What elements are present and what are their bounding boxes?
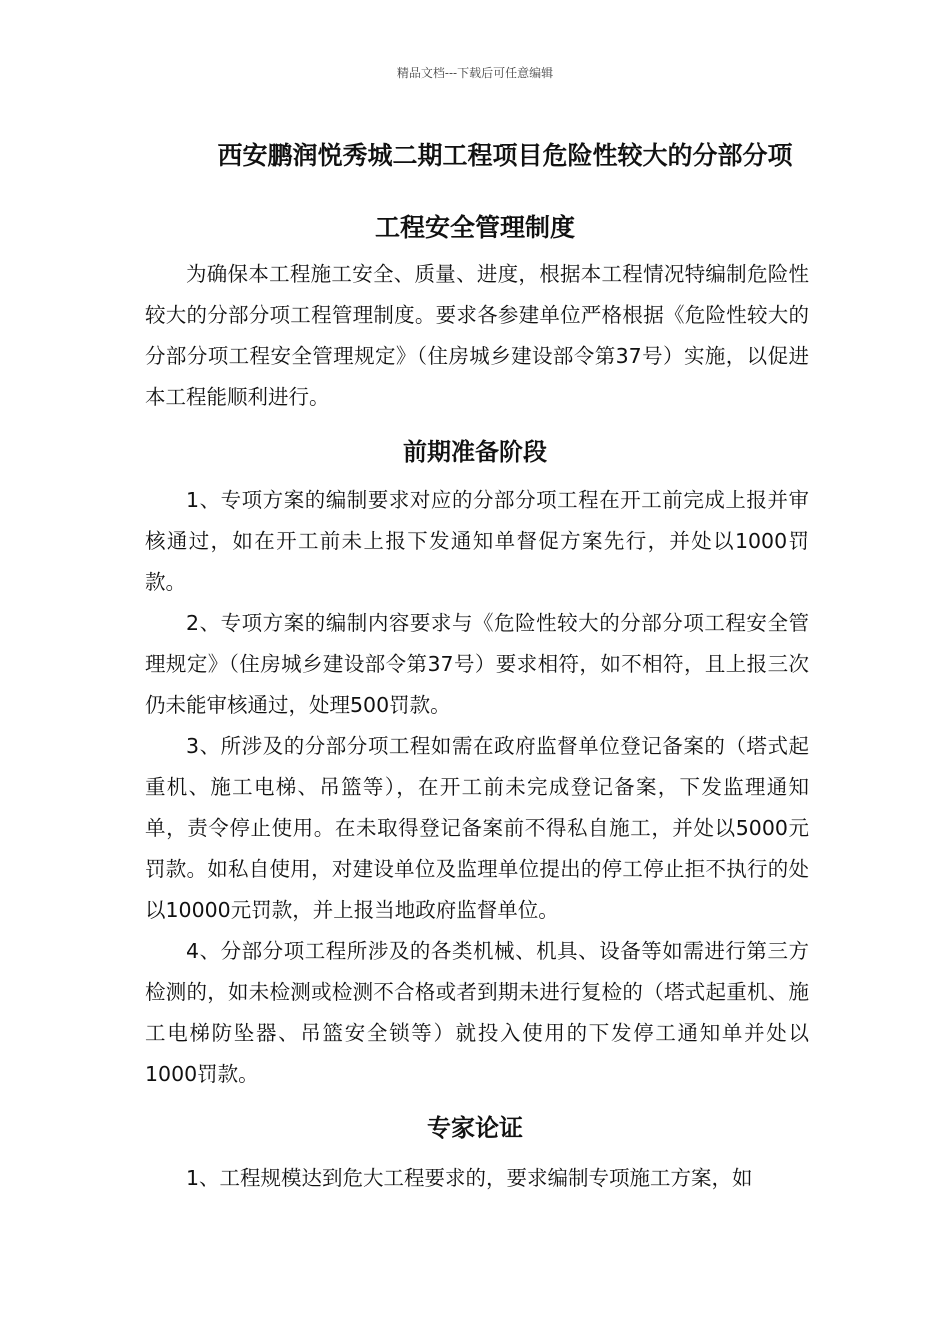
intro-paragraph: 为确保本工程施工安全、质量、进度，根据本工程情况特编制危险性较大的分部分项工程管理制度。要求各参建单位严格根据《危险性较大的分部分项工程安全管理规定》（住房城乡建设部令第37号）实施，以促进本工程能顺利进行。 [145,262,809,409]
section-heading-expert-review: 专家论证 [427,1114,523,1142]
section-heading-preparation: 前期准备阶段 [403,438,547,466]
preparation-item-1: 1、专项方案的编制要求对应的分部分项工程在开工前完成上报并审核通过，如在开工前未上报下发通知单督促方案先行，并处以1000罚款。 [145,488,809,594]
preparation-item-3: 3、所涉及的分部分项工程如需在政府监督单位登记备案的（塔式起重机、施工电梯、吊篮等），在开工前未完成登记备案，下发监理通知单，责令停止使用。在未取得登记备案前不得私自施工，并处以5000元罚款。如私自使用，对建设单位及监理单位提出的停工停止拒不执行的处以10000元罚款，并上报当地政府监督单位。 [145,734,809,922]
document-title-line2: 工程安全管理制度 [374,213,575,242]
watermark-header: 精品文档---下载后可任意编辑 [396,66,554,80]
document-title-line1: 西安鹏润悦秀城二期工程项目危险性较大的分部分项 [217,141,793,170]
preparation-item-4: 4、分部分项工程所涉及的各类机械、机具、设备等如需进行第三方检测的，如未检测或检测不合格或者到期未进行复检的（塔式起重机、施工电梯防坠器、吊篮安全锁等）就投入使用的下发停工通知单并处以1000罚款。 [145,939,809,1086]
expert-review-item-1: 1、工程规模达到危大工程要求的，要求编制专项施工方案，如 [186,1166,753,1190]
preparation-item-2: 2、专项方案的编制内容要求与《危险性较大的分部分项工程安全管理规定》（住房城乡建设部令第37号）要求相符，如不相符，且上报三次仍未能审核通过，处理500罚款。 [145,611,809,717]
